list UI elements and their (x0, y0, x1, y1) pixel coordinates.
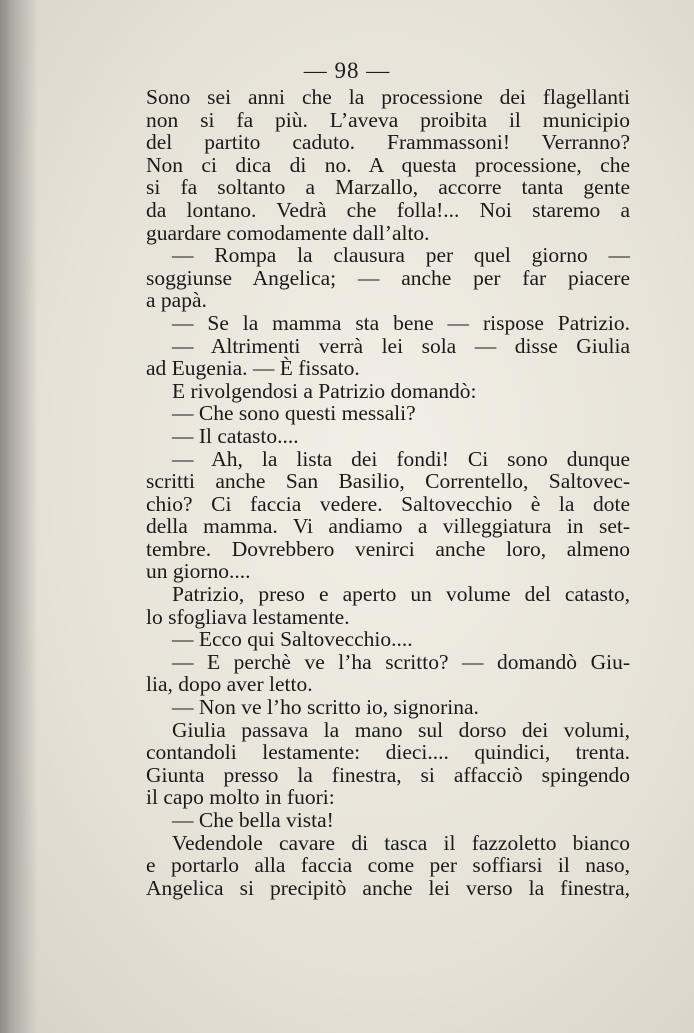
text-line: si fa soltanto a Marzallo, accorre tanta gente (146, 175, 630, 200)
text-line: — Non ve l’ho scritto io, signorina. (172, 695, 479, 720)
body-text (146, 86, 630, 899)
text-line: — Ecco qui Saltovecchio.... (172, 627, 413, 652)
text-line: del partito caduto. Frammassoni! Verranno? (146, 130, 630, 155)
text-line: Giulia passava la mano sul dorso dei volumi, (172, 717, 630, 742)
text-line: scritti anche San Basilio, Correntello, Saltovec- (146, 469, 630, 494)
text-line: E rivolgendosi a Patrizio domandò: (172, 378, 477, 403)
text-line: — E perchè ve l’ha scritto? — domandò Giu- (172, 649, 630, 674)
text-line: Sono sei anni che la processione dei flagellanti (146, 85, 630, 109)
text-line: Patrizio, preso e aperto un volume del catasto, (172, 582, 630, 607)
text-line: Angelica si precipitò anche lei verso la finestra, (146, 875, 630, 900)
text-line: — Il catasto.... (172, 423, 299, 448)
text-line: Giunta presso la finestra, si affacciò spingendo (146, 762, 630, 787)
text-line: soggiunse Angelica; — anche per far piacere (146, 265, 630, 290)
text-line: Non ci dica di no. A questa processione, che (146, 152, 630, 177)
text-line: della mamma. Vi andiamo a villeggiatura in set- (146, 514, 630, 539)
text-line: Vedendole cavare di tasca il fazzoletto bianco (172, 830, 630, 855)
text-line: — Altrimenti verrà lei sola — disse Giulia (172, 333, 630, 358)
text-line: — Che sono questi messali? (172, 401, 416, 426)
text-line: — Ah, la lista dei fondi! Ci sono dunque (172, 446, 630, 471)
text-line: lo sfogliava lestamente. (146, 604, 350, 629)
text-line: lia, dopo aver letto. (146, 672, 313, 697)
text-line: il capo molto in fuori: (146, 785, 335, 810)
page-number: — 98 — (303, 58, 391, 83)
text-line: a papà. (146, 288, 207, 313)
text-line: contandoli lestamente: dieci.... quindici, trenta. (146, 740, 630, 765)
text-line: — Che bella vista! (172, 808, 334, 832)
text-line: chio? Ci faccia vedere. Saltovecchio è la dote (146, 491, 630, 516)
text-line: e portarlo alla faccia come per soffiarsi il naso, (146, 853, 630, 878)
text-line: tembre. Dovrebbero venirci anche loro, almeno (146, 536, 630, 561)
text-line: un giorno.... (146, 559, 251, 584)
text-line: — Se la mamma sta bene — rispose Patrizio. (172, 310, 630, 335)
text-line: guardare comodamente dall’alto. (146, 220, 430, 245)
text-line: da lontano. Vedrà che folla!... Noi staremo a (146, 197, 630, 222)
text-line: non si fa più. L’aveva proibita il municipio (146, 107, 630, 132)
text-line: ad Eugenia. — È fissato. (146, 356, 360, 381)
text-line: — Rompa la clausura per quel giorno — (172, 243, 630, 268)
